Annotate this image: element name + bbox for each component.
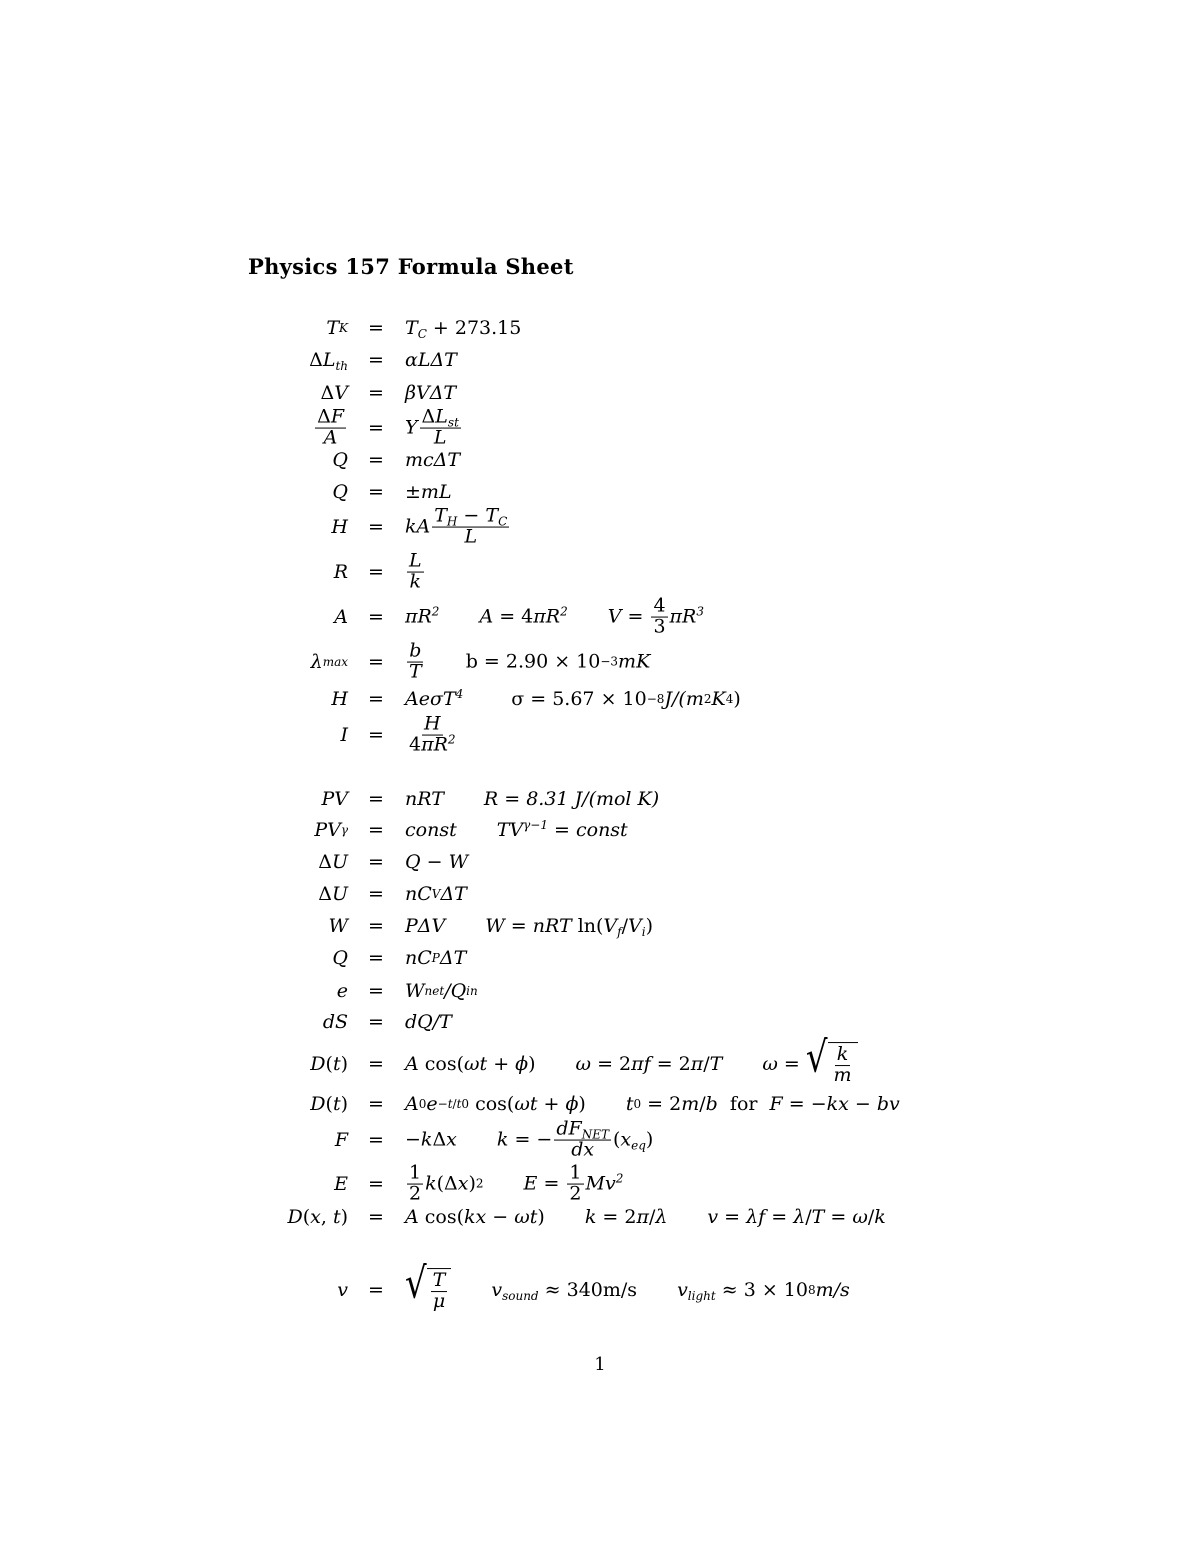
kelvin-offset: 273.15 (454, 317, 522, 339)
sigma-constant: σ = 5.67 × 10 (511, 688, 647, 710)
page-title: Physics 157 Formula Sheet (248, 254, 574, 279)
light-speed: 3 × 10 (743, 1279, 808, 1301)
wien-constant: b = 2.90 × 10 (465, 651, 601, 673)
gas-constant: R = 8.31 (483, 788, 569, 810)
sound-speed: 340m/s (566, 1279, 638, 1301)
page-number: 1 (594, 1354, 606, 1375)
